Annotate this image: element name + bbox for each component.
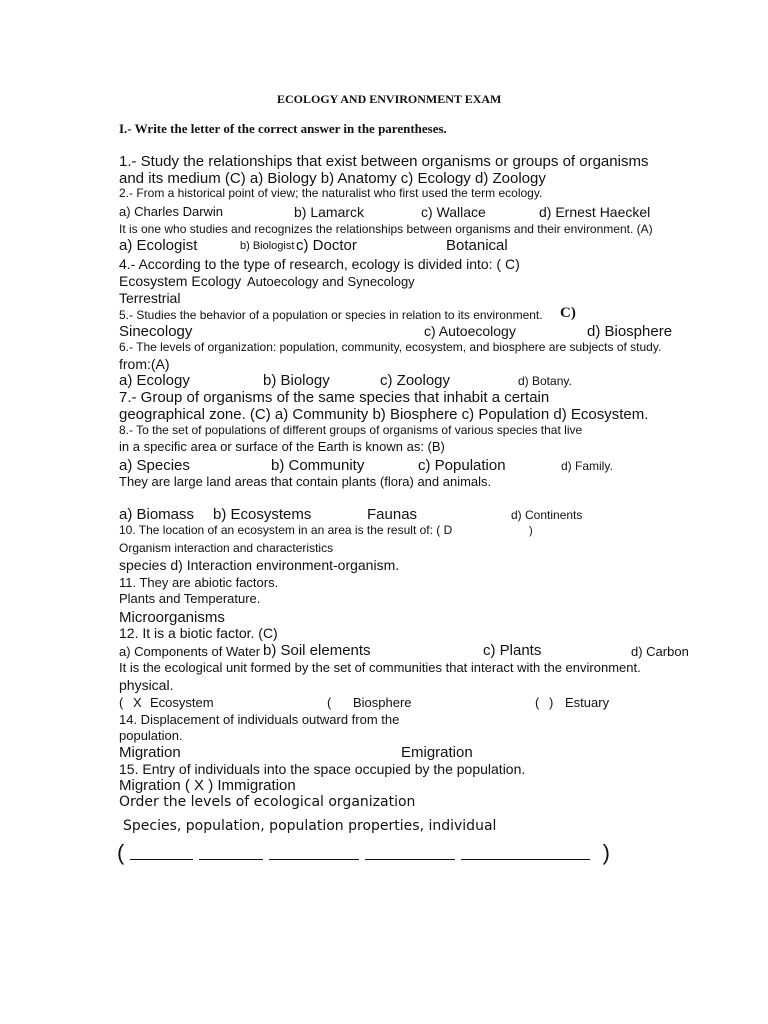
order-blank-1[interactable] — [130, 845, 193, 860]
q2-option-d: d) Ernest Haeckel — [539, 204, 651, 220]
order-blank-5[interactable] — [461, 845, 590, 860]
q14-line2: population. — [119, 728, 183, 743]
q5-text: 5.- Studies the behavior of a population or species in relation to its environment. — [119, 308, 543, 322]
q14-option-a: Migration — [119, 744, 181, 761]
q8-line2: in a specific area or surface of the Earth is known as: (B) — [119, 439, 445, 454]
q15-text: 15. Entry of individuals into the space occupied by the population. — [119, 761, 526, 777]
q6-option-d: d) Botany. — [518, 374, 572, 388]
q13-option-3-paren-close: ) — [549, 695, 554, 710]
q12-option-b: b) Soil elements — [263, 642, 371, 659]
q7-line2: geographical zone. (C) a) Community b) Biosphere c) Population d) Ecosystem. — [119, 406, 649, 423]
q8-option-c: c) Population — [418, 457, 506, 474]
q5-option-a: Sinecology — [119, 323, 193, 340]
q6-option-a: a) Ecology — [119, 372, 190, 389]
q13-line2: physical. — [119, 677, 174, 693]
q3-option-c: c) Doctor — [296, 237, 357, 254]
q1-line2: and its medium (C) a) Biology b) Anatomy c) Ecology d) Zoology — [119, 170, 546, 187]
q2-text: 2.- From a historical point of view; the naturalist who first used the term ecology. — [119, 186, 543, 200]
q11-option-2: Microorganisms — [119, 609, 225, 626]
q12-option-d: d) Carbon — [631, 644, 689, 659]
order-blank-3[interactable] — [269, 845, 359, 860]
q8-option-d: d) Family. — [561, 459, 613, 473]
order-instruction: Order the levels of ecological organization — [119, 794, 416, 810]
exam-title: ECOLOGY AND ENVIRONMENT EXAM — [277, 92, 502, 106]
q13-option-3-paren-open: ( — [535, 695, 540, 710]
q3-text: It is one who studies and recognizes the relationships between organisms and their environment. (A) — [119, 222, 653, 236]
q6-option-c: c) Zoology — [380, 372, 451, 389]
q3-option-d: Botanical — [446, 237, 508, 254]
order-paren-open: ( — [117, 840, 125, 865]
q4-option-1b: Autoecology and Synecology — [247, 274, 415, 289]
instruction: I.- Write the letter of the correct answer in the parentheses. — [119, 121, 447, 136]
q2-option-c: c) Wallace — [421, 204, 486, 220]
q8-line1: 8.- To the set of populations of different groups of organisms of various species that live — [119, 423, 583, 437]
q11-text: 11. They are abiotic factors. — [119, 575, 279, 590]
q4-option-2: Terrestrial — [119, 290, 181, 306]
q13-line1: It is the ecological unit formed by the set of communities that interact with the environment. — [119, 660, 641, 675]
q3-option-a: a) Ecologist — [119, 237, 198, 254]
q8-option-a: a) Species — [119, 457, 190, 474]
q2-option-b: b) Lamarck — [294, 204, 365, 220]
q13-option-3: Estuary — [565, 695, 610, 710]
q6-option-b: b) Biology — [263, 372, 330, 389]
q5-option-d: d) Biosphere — [587, 323, 673, 340]
q14-line1: 14. Displacement of individuals outward from the — [119, 712, 400, 727]
q12-option-c: c) Plants — [483, 642, 542, 659]
q11-option-1: Plants and Temperature. — [119, 591, 261, 606]
q2-option-a: a) Charles Darwin — [119, 204, 224, 219]
q10-option-1: Organism interaction and characteristics — [119, 541, 334, 555]
q5-answer: C) — [560, 305, 576, 321]
q15-answer: Migration ( X ) Immigration — [119, 777, 296, 794]
q6-text: 6.- The levels of organization: population, community, ecosystem, and biosphere are subjects of study. — [119, 340, 662, 354]
order-blank-4[interactable] — [365, 845, 455, 860]
q9-option-c: Faunas — [367, 506, 418, 523]
q9-text: They are large land areas that contain plants (flora) and animals. — [119, 474, 492, 489]
q10-paren-close: ) — [529, 525, 533, 537]
q4-option-1a: Ecosystem Ecology — [119, 273, 242, 289]
q7-line1: 7.- Group of organisms of the same species that inhabit a certain — [119, 389, 550, 406]
q13-option-2: Biosphere — [353, 695, 412, 710]
q10-option-2: species d) Interaction environment-organism. — [119, 557, 400, 573]
q10-text: 10. The location of an ecosystem in an area is the result of: ( D — [119, 523, 453, 537]
q12-text: 12. It is a biotic factor. (C) — [119, 625, 278, 641]
q13-option-2-paren: ( — [327, 695, 332, 710]
q1-line1: 1.- Study the relationships that exist between organisms or groups of organisms — [119, 153, 649, 170]
q5-option-c: c) Autoecology — [424, 323, 516, 339]
q14-option-b: Emigration — [401, 744, 473, 761]
q9-option-d: d) Continents — [511, 508, 583, 522]
q8-option-b: b) Community — [271, 457, 365, 474]
q13-option-1-mark: X — [133, 695, 142, 710]
q3-option-b: b) Biologist — [240, 240, 295, 252]
order-blank-2[interactable] — [199, 845, 263, 860]
q6-text-2: from:(A) — [119, 356, 170, 372]
q13-option-1-paren: ( — [119, 695, 124, 710]
order-paren-close: ) — [602, 840, 610, 865]
order-items: Species, population, population properties, individual — [123, 818, 497, 834]
q9-option-a: a) Biomass — [119, 506, 195, 523]
q9-option-b: b) Ecosystems — [213, 506, 312, 523]
q4-text: 4.- According to the type of research, ecology is divided into: ( C) — [119, 256, 520, 272]
q13-option-1: Ecosystem — [150, 695, 214, 710]
q12-option-a: a) Components of Water — [119, 644, 261, 659]
order-answer-row — [117, 842, 610, 864]
